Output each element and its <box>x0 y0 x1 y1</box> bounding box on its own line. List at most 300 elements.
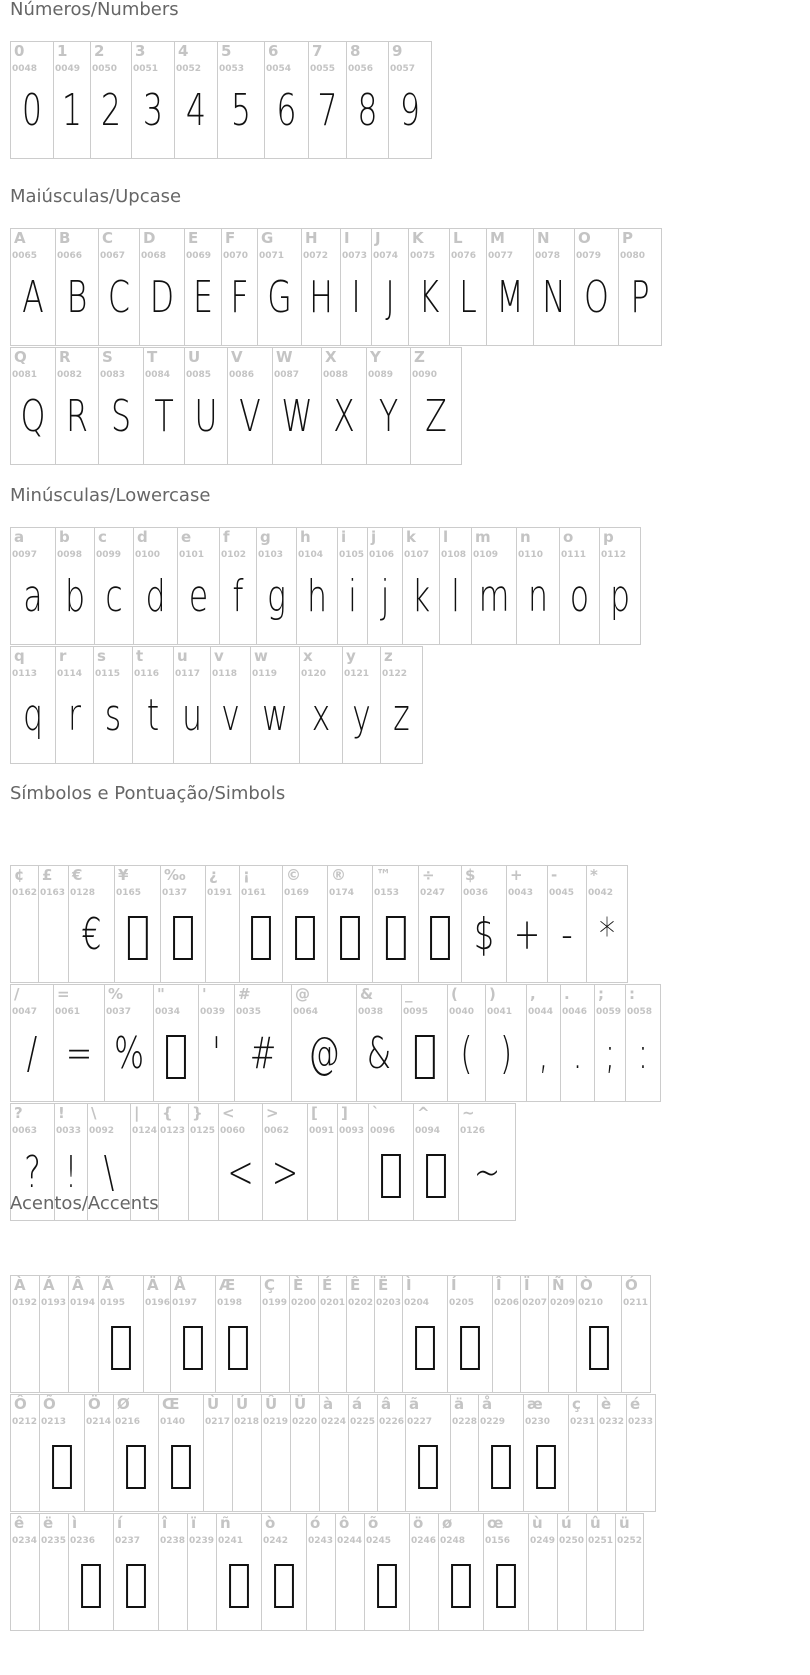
glyph-sample: E <box>192 272 214 323</box>
glyph-char-label: c <box>98 528 107 546</box>
glyph-code-label: 0037 <box>106 1007 132 1017</box>
glyph-cell <box>143 1275 171 1393</box>
glyph-code-label: 0212 <box>12 1417 38 1427</box>
glyph-cell <box>574 228 619 346</box>
glyph-cell <box>53 41 91 159</box>
glyph-cell <box>597 1394 627 1512</box>
glyph-sample: ? <box>24 1147 41 1198</box>
glyph-row <box>10 41 432 159</box>
glyph-cell <box>528 1513 558 1631</box>
glyph-char-label: ™ <box>376 866 391 884</box>
glyph-char-label: 9 <box>392 42 403 60</box>
glyph-char-label: ø <box>442 1514 453 1532</box>
glyph-code-label: 0191 <box>207 888 233 898</box>
glyph-cell <box>342 646 381 764</box>
glyph-cell <box>93 646 133 764</box>
glyph-char-label: C <box>102 229 114 247</box>
glyph-char-label: [ <box>311 1104 318 1122</box>
glyph-char-label: h <box>300 528 311 546</box>
glyph-char-label: Q <box>14 348 27 366</box>
glyph-sample: 7 <box>317 85 338 136</box>
glyph-char-label: ü <box>619 1514 630 1532</box>
missing-glyph-box <box>490 1556 522 1610</box>
glyph-char-label: d <box>137 528 148 546</box>
glyph-char-label: Å <box>174 1276 186 1294</box>
missing-glyph-box <box>445 1556 477 1610</box>
glyph-char-label: \ <box>91 1104 97 1122</box>
glyph-char-label: z <box>384 647 393 665</box>
missing-glyph-box <box>160 1027 192 1081</box>
glyph-code-label: 0035 <box>236 1007 262 1017</box>
glyph-code-label: 0250 <box>559 1536 585 1546</box>
glyph-cell <box>289 1275 319 1393</box>
glyph-sample: Q <box>20 391 46 442</box>
glyph-sample: : <box>637 1028 649 1079</box>
glyph-char-label: B <box>59 229 71 247</box>
glyph-cell <box>371 228 409 346</box>
glyph-sample: k <box>411 571 431 622</box>
glyph-sample: c <box>105 571 123 622</box>
glyph-code-label: 0080 <box>620 251 646 261</box>
glyph-sample: 9 <box>399 85 421 136</box>
glyph-char-label: ' <box>202 985 207 1003</box>
glyph-sample: # <box>249 1028 277 1079</box>
missing-glyph-box <box>105 1318 137 1372</box>
glyph-cell <box>478 1394 524 1512</box>
glyph-code-label: 0201 <box>320 1298 346 1308</box>
glyph-char-label: ¥ <box>118 866 129 884</box>
glyph-sample: w <box>262 690 288 741</box>
glyph-cell <box>447 1275 493 1393</box>
glyph-char-label: > <box>266 1104 279 1122</box>
glyph-sample: y <box>352 690 371 741</box>
glyph-cell <box>133 527 178 645</box>
glyph-code-label: 0089 <box>368 370 394 380</box>
missing-glyph-box <box>165 1437 197 1491</box>
glyph-char-label: ã <box>409 1395 420 1413</box>
glyph-cell <box>492 1275 521 1393</box>
glyph-code-label: 0085 <box>186 370 212 380</box>
glyph-char-label: s <box>97 647 106 665</box>
glyph-code-label: 0226 <box>379 1417 405 1427</box>
glyph-char-label: É <box>322 1276 333 1294</box>
glyph-code-label: 0043 <box>508 888 534 898</box>
glyph-sample: S <box>110 391 132 442</box>
glyph-cell <box>205 865 240 983</box>
glyph-cell <box>132 646 174 764</box>
glyph-char-label: Ã <box>102 1276 114 1294</box>
glyph-char-label: W <box>276 348 293 366</box>
glyph-cell <box>523 1394 569 1512</box>
glyph-cell <box>261 1513 307 1631</box>
glyph-code-label: 0099 <box>96 550 122 560</box>
glyph-char-label: f <box>223 528 230 546</box>
glyph-code-label: 0103 <box>258 550 284 560</box>
glyph-cell <box>409 1513 439 1631</box>
glyph-code-label: 0203 <box>376 1298 402 1308</box>
glyph-char-label: O <box>578 229 591 247</box>
glyph-code-label: 0137 <box>162 888 188 898</box>
glyph-cell <box>377 1394 406 1512</box>
glyph-code-label: 0163 <box>40 888 66 898</box>
glyph-cell <box>158 1513 188 1631</box>
glyph-sample: ) <box>499 1028 513 1079</box>
glyph-code-label: 0124 <box>132 1126 158 1136</box>
glyph-row <box>10 984 661 1102</box>
glyph-cell <box>113 1394 159 1512</box>
glyph-char-label: o <box>563 528 574 546</box>
glyph-cell <box>483 1513 529 1631</box>
glyph-sample: / <box>26 1028 38 1079</box>
glyph-sample: L <box>459 272 477 323</box>
glyph-cell <box>139 228 185 346</box>
glyph-cell <box>260 1275 290 1393</box>
glyph-sample: G <box>267 272 292 323</box>
glyph-cell <box>173 646 211 764</box>
missing-glyph-box <box>75 1556 107 1610</box>
glyph-code-label: 0218 <box>234 1417 260 1427</box>
glyph-char-label: 4 <box>178 42 189 60</box>
glyph-code-label: 0050 <box>92 64 118 74</box>
glyph-cell <box>282 865 328 983</box>
glyph-sample: b <box>64 571 86 622</box>
glyph-code-label: 0041 <box>487 1007 513 1017</box>
glyph-cell <box>216 1513 262 1631</box>
glyph-code-label: 0052 <box>176 64 202 74</box>
glyph-code-label: 0066 <box>57 251 83 261</box>
glyph-code-label: 0036 <box>463 888 489 898</box>
glyph-code-label: 0040 <box>449 1007 475 1017</box>
glyph-code-label: 0165 <box>116 888 142 898</box>
missing-glyph-box <box>409 1318 441 1372</box>
glyph-char-label: æ <box>527 1395 543 1413</box>
glyph-sample: < <box>227 1147 254 1198</box>
glyph-code-label: 0123 <box>160 1126 186 1136</box>
glyph-sample: o <box>569 571 590 622</box>
glyph-sample: ! <box>64 1147 78 1198</box>
glyph-cell <box>114 865 161 983</box>
glyph-char-label: Ù <box>207 1395 220 1413</box>
glyph-char-label: ò <box>265 1514 276 1532</box>
glyph-code-label: 0033 <box>56 1126 82 1136</box>
glyph-code-label: 0211 <box>623 1298 649 1308</box>
glyph-code-label: 0205 <box>449 1298 475 1308</box>
section-title: Minúsculas/Lowercase <box>10 485 211 506</box>
glyph-row <box>10 646 423 764</box>
glyph-cell <box>296 527 338 645</box>
glyph-code-label: 0247 <box>420 888 446 898</box>
glyph-char-label: 1 <box>57 42 68 60</box>
glyph-code-label: 0195 <box>100 1298 126 1308</box>
glyph-char-label: Ò <box>580 1276 593 1294</box>
glyph-char-label: Ô <box>14 1395 27 1413</box>
glyph-char-label: r <box>59 647 67 665</box>
glyph-char-label: L <box>453 229 463 247</box>
glyph-char-label: © <box>286 866 301 884</box>
glyph-sample: B <box>66 272 88 323</box>
glyph-sample: U <box>194 391 218 442</box>
glyph-char-label: £ <box>42 866 53 884</box>
glyph-cell <box>10 41 54 159</box>
glyph-code-label: 0042 <box>588 888 614 898</box>
glyph-code-label: 0069 <box>186 251 212 261</box>
glyph-cell <box>621 1275 651 1393</box>
glyph-char-label: ] <box>341 1104 348 1122</box>
glyph-sample: p <box>609 571 631 622</box>
glyph-cell <box>55 646 94 764</box>
glyph-sample: Y <box>378 391 399 442</box>
glyph-cell <box>90 41 132 159</box>
missing-glyph-box <box>379 908 411 962</box>
glyph-code-label: 0117 <box>175 669 201 679</box>
glyph-cell <box>68 1513 114 1631</box>
glyph-cell <box>217 41 265 159</box>
glyph-code-label: 0207 <box>522 1298 548 1308</box>
glyph-cell <box>153 984 199 1102</box>
glyph-char-label: $ <box>465 866 476 884</box>
glyph-code-label: 0120 <box>301 669 327 679</box>
glyph-char-label: Í <box>451 1276 457 1294</box>
glyph-code-label: 0118 <box>212 669 238 679</box>
glyph-code-label: 0082 <box>57 370 83 380</box>
glyph-char-label: Ö <box>88 1395 101 1413</box>
glyph-row <box>10 1275 651 1393</box>
glyph-sample: + <box>513 909 541 960</box>
glyph-cell <box>520 1275 549 1393</box>
glyph-code-label: 0225 <box>350 1417 376 1427</box>
glyph-char-label: Œ <box>162 1395 180 1413</box>
missing-glyph-box <box>177 1318 209 1372</box>
glyph-cell <box>257 228 302 346</box>
glyph-code-label: 0070 <box>223 251 249 261</box>
glyph-char-label: Ú <box>236 1395 249 1413</box>
glyph-cell <box>98 228 140 346</box>
glyph-cell <box>337 527 368 645</box>
glyph-code-label: 0210 <box>578 1298 604 1308</box>
glyph-code-label: 0054 <box>266 64 292 74</box>
glyph-cell <box>526 984 561 1102</box>
glyph-code-label: 0086 <box>229 370 255 380</box>
glyph-cell <box>337 1103 369 1221</box>
glyph-row <box>10 347 462 465</box>
missing-glyph-box <box>223 1556 255 1610</box>
glyph-char-label: + <box>510 866 523 884</box>
glyph-cell <box>346 1275 375 1393</box>
glyph-cell <box>308 41 347 159</box>
glyph-char-label: - <box>551 866 558 884</box>
glyph-char-label: 6 <box>268 42 279 60</box>
glyph-cell <box>327 865 373 983</box>
glyph-sample: s <box>104 690 122 741</box>
glyph-cell <box>221 228 258 346</box>
glyph-char-label: õ <box>368 1514 379 1532</box>
glyph-code-label: 0126 <box>460 1126 486 1136</box>
glyph-row <box>10 527 641 645</box>
glyph-char-label: g <box>260 528 271 546</box>
glyph-sample: A <box>22 272 44 323</box>
glyph-code-label: 0234 <box>12 1536 38 1546</box>
glyph-cell <box>184 228 222 346</box>
glyph-cell <box>215 1275 261 1393</box>
glyph-cell <box>55 347 99 465</box>
glyph-char-label: & <box>360 985 374 1003</box>
glyph-code-label: 0076 <box>451 251 477 261</box>
glyph-char-label: ; <box>598 985 604 1003</box>
glyph-cell <box>38 865 69 983</box>
glyph-sample: v <box>221 690 240 741</box>
glyph-char-label: P <box>622 229 633 247</box>
glyph-char-label: M <box>490 229 505 247</box>
glyph-char-label: / <box>14 985 20 1003</box>
glyph-char-label: u <box>177 647 188 665</box>
glyph-code-label: 0197 <box>172 1298 198 1308</box>
glyph-char-label: F <box>225 229 236 247</box>
glyph-code-label: 0098 <box>57 550 83 560</box>
glyph-code-label: 0241 <box>218 1536 244 1546</box>
glyph-code-label: 0122 <box>382 669 408 679</box>
glyph-cell <box>10 865 39 983</box>
missing-glyph-box <box>46 1437 78 1491</box>
glyph-char-label: b <box>59 528 70 546</box>
glyph-cell <box>599 527 641 645</box>
glyph-cell <box>227 347 273 465</box>
glyph-char-label: Ê <box>350 1276 361 1294</box>
glyph-sample: O <box>584 272 609 323</box>
glyph-cell <box>262 1103 308 1221</box>
glyph-code-label: 0112 <box>601 550 627 560</box>
glyph-char-label: ( <box>451 985 458 1003</box>
glyph-char-label: Â <box>72 1276 84 1294</box>
glyph-code-label: 0095 <box>403 1007 429 1017</box>
glyph-cell <box>346 41 389 159</box>
glyph-cell <box>560 984 595 1102</box>
glyph-sample: % <box>113 1028 145 1079</box>
glyph-char-label: q <box>14 647 25 665</box>
glyph-char-label: à <box>323 1395 334 1413</box>
glyph-code-label: 0249 <box>530 1536 556 1546</box>
glyph-code-label: 0051 <box>133 64 159 74</box>
glyph-cell <box>290 1394 320 1512</box>
glyph-char-label: ‰ <box>164 866 186 884</box>
missing-glyph-box <box>167 908 199 962</box>
glyph-char-label: 5 <box>221 42 232 60</box>
glyph-sample: h <box>306 571 328 622</box>
glyph-cell <box>533 228 575 346</box>
glyph-char-label: ! <box>58 1104 65 1122</box>
glyph-code-label: 0169 <box>284 888 310 898</box>
glyph-code-label: 0077 <box>488 251 514 261</box>
glyph-cell <box>321 347 367 465</box>
glyph-char-label: á <box>352 1395 363 1413</box>
glyph-sample: 1 <box>61 85 83 136</box>
glyph-cell <box>203 1394 233 1512</box>
glyph-sample: t <box>146 690 160 741</box>
glyph-char-label: Õ <box>43 1395 56 1413</box>
glyph-char-label: ¡ <box>243 866 250 884</box>
glyph-code-label: 0219 <box>263 1417 289 1427</box>
glyph-code-label: 0039 <box>200 1007 226 1017</box>
glyph-char-label: ç <box>572 1395 581 1413</box>
glyph-cell <box>557 1513 587 1631</box>
glyph-code-label: 0078 <box>535 251 561 261</box>
glyph-code-label: 0064 <box>293 1007 319 1017</box>
glyph-cell <box>366 347 411 465</box>
glyph-char-label: ä <box>454 1395 465 1413</box>
glyph-code-label: 0105 <box>339 550 365 560</box>
glyph-sample: g <box>266 571 287 622</box>
glyph-cell <box>84 1394 114 1512</box>
section-title: Símbolos e Pontuação/Simbols <box>10 783 286 804</box>
glyph-sample: N <box>542 272 566 323</box>
glyph-sample: m <box>478 571 510 622</box>
glyph-cell <box>485 984 527 1102</box>
glyph-cell <box>408 228 450 346</box>
glyph-char-label: X <box>325 348 337 366</box>
glyph-cell <box>625 984 661 1102</box>
glyph-sample: R <box>65 391 89 442</box>
missing-glyph-box <box>120 1437 152 1491</box>
glyph-code-label: 0153 <box>374 888 400 898</box>
glyph-char-label: k <box>406 528 416 546</box>
glyph-cell <box>219 527 257 645</box>
glyph-code-label: 0045 <box>549 888 575 898</box>
glyph-char-label: û <box>590 1514 601 1532</box>
glyph-char-label: ö <box>413 1514 424 1532</box>
glyph-cell <box>402 527 440 645</box>
glyph-sample: P <box>630 272 650 323</box>
glyph-cell <box>98 347 144 465</box>
glyph-cell <box>516 527 560 645</box>
missing-glyph-box <box>454 1318 486 1372</box>
glyph-cell <box>401 984 448 1102</box>
glyph-row <box>10 1394 656 1512</box>
glyph-char-label: 8 <box>350 42 361 60</box>
glyph-cell <box>506 865 548 983</box>
missing-glyph-box <box>420 1146 452 1200</box>
glyph-cell <box>471 527 517 645</box>
glyph-char-label: é <box>630 1395 641 1413</box>
glyph-char-label: @ <box>295 985 310 1003</box>
glyph-char-label: Ë <box>378 1276 389 1294</box>
glyph-char-label: " <box>157 985 165 1003</box>
glyph-char-label: _ <box>405 985 413 1003</box>
glyph-code-label: 0044 <box>528 1007 554 1017</box>
glyph-char-label: J <box>375 229 381 247</box>
section-title: Números/Numbers <box>10 0 179 20</box>
glyph-cell <box>210 646 251 764</box>
glyph-cell <box>177 527 220 645</box>
glyph-sample: q <box>22 690 44 741</box>
glyph-char-label: Ó <box>625 1276 638 1294</box>
glyph-cell <box>198 984 235 1102</box>
missing-glyph-box <box>485 1437 517 1491</box>
glyph-sample: r <box>67 690 82 741</box>
glyph-code-label: 0217 <box>205 1417 231 1427</box>
glyph-code-label: 0246 <box>411 1536 437 1546</box>
glyph-row <box>10 865 628 983</box>
glyph-char-label: í <box>117 1514 123 1532</box>
glyph-code-label: 0192 <box>12 1298 38 1308</box>
glyph-char-label: Z <box>414 348 425 366</box>
glyph-char-label: Y <box>370 348 381 366</box>
glyph-code-label: 0216 <box>115 1417 141 1427</box>
glyph-char-label: ÷ <box>422 866 435 884</box>
glyph-char-label: . <box>564 985 570 1003</box>
glyph-code-label: 0116 <box>134 669 160 679</box>
glyph-char-label: % <box>108 985 124 1003</box>
glyph-cell <box>405 1394 451 1512</box>
missing-glyph-box <box>530 1437 562 1491</box>
